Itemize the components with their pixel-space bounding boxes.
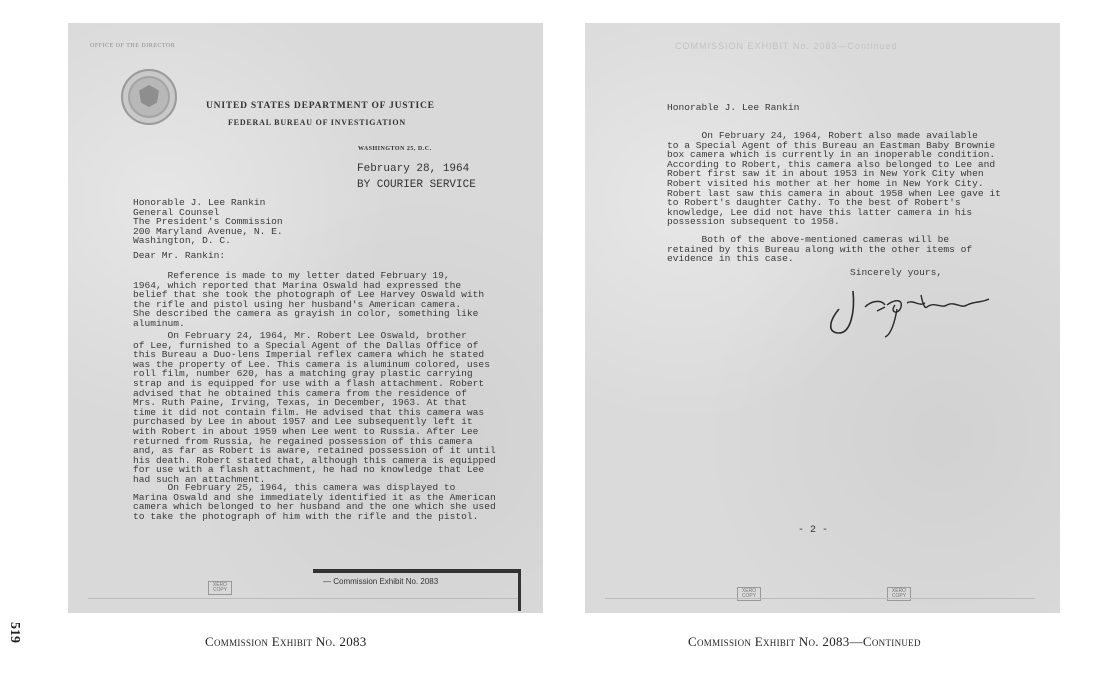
text-line: Mrs. Ruth Paine, Irving, Texas, in December, 1963. At that bbox=[133, 397, 467, 409]
salutation: Dear Mr. Rankin: bbox=[133, 250, 226, 261]
text-line: According to Robert, this camera also belonged to Lee and bbox=[667, 158, 996, 170]
text-line: returned from Russia, he regained possession of this camera bbox=[133, 435, 473, 447]
text-line: the rifle and pistol using her husband's American camera. bbox=[133, 298, 462, 310]
text-line: his death. Robert stated that, although this camera is equipped bbox=[133, 454, 496, 466]
department-heading: UNITED STATES DEPARTMENT OF JUSTICE bbox=[206, 101, 435, 111]
city-line: WASHINGTON 25, D.C. bbox=[358, 146, 432, 152]
paragraph-5 bbox=[667, 235, 972, 264]
address-line: The President's Commission bbox=[133, 216, 283, 228]
text-line: box camera which is currently in an inoperable condition. bbox=[667, 149, 996, 161]
paragraph-4 bbox=[667, 131, 1001, 227]
text-line: to a Special Agent of this Bureau an Eastman Baby Brownie bbox=[667, 139, 996, 151]
text-line: evidence in this case. bbox=[667, 253, 794, 265]
text-line: roll film, number 620, has a matching gray plastic carrying bbox=[133, 368, 473, 380]
paragraph-3 bbox=[133, 483, 496, 521]
text-line: She described the camera as grayish in color, something like bbox=[133, 308, 479, 320]
text-line: Both of the above-mentioned cameras will be bbox=[667, 234, 950, 245]
faint-bleed-header: COMMISSION EXHIBIT No. 2083—Continued bbox=[675, 41, 898, 51]
paragraph-2 bbox=[133, 331, 496, 485]
text-line: Robert visited his mother at her home in New York City. bbox=[667, 177, 984, 189]
text-line: purchased by Lee in about 1957 and Lee subsequently left it bbox=[133, 416, 473, 428]
addressee-line: Honorable J. Lee Rankin bbox=[667, 102, 800, 113]
text-line: retained by this Bureau along with the other items of bbox=[667, 243, 973, 255]
office-line: OFFICE OF THE DIRECTOR bbox=[90, 43, 176, 49]
bureau-heading: FEDERAL BUREAU OF INVESTIGATION bbox=[228, 118, 406, 127]
letter-date: February 28, 1964 bbox=[357, 163, 470, 175]
address-line: General Counsel bbox=[133, 206, 220, 218]
fbi-seal-icon bbox=[121, 69, 177, 125]
xero-copy-mark: XERO COPY bbox=[887, 587, 911, 601]
address-line: 200 Maryland Avenue, N. E. bbox=[133, 225, 283, 237]
text-line: Reference is made to my letter dated February 19, bbox=[133, 270, 450, 281]
text-line: On February 25, 1964, this camera was displayed to bbox=[133, 482, 456, 493]
xero-copy-mark: XERO COPY bbox=[737, 587, 761, 601]
text-line: was the property of Lee. This camera is aluminum colored, uses bbox=[133, 358, 490, 370]
address-block bbox=[133, 198, 283, 246]
exhibit-stamp-label: — Commission Exhibit No. 2083 bbox=[323, 577, 438, 586]
bottom-rule bbox=[605, 598, 1035, 607]
caption-right: Commission Exhibit No. 2083—Continued bbox=[688, 634, 921, 649]
xero-copy-mark: XERO COPY bbox=[208, 581, 232, 595]
text-line: Robert first saw it in about 1953 in New York City when bbox=[667, 168, 984, 180]
closing: Sincerely yours, bbox=[850, 267, 943, 278]
paragraph-1 bbox=[133, 271, 484, 329]
text-line: to take the photograph of him with the rifle and the pistol. bbox=[133, 510, 479, 522]
bottom-rule bbox=[88, 598, 518, 607]
text-line: On February 24, 1964, Mr. Robert Lee Oswald, brother bbox=[133, 330, 467, 341]
text-line: with Robert in about 1959 when Lee went to Russia. After Lee bbox=[133, 425, 479, 437]
text-line: aluminum. bbox=[133, 317, 185, 329]
text-line: belief that she took the photograph of Lee Harvey Oswald with bbox=[133, 289, 485, 301]
text-line: strap and is equipped for use with a flash attachment. Robert bbox=[133, 377, 485, 389]
text-line: knowledge, Lee did not have this latter camera in his bbox=[667, 206, 973, 218]
text-line: to Robert's daughter Cathy. To the best of Robert's bbox=[667, 197, 961, 209]
address-line: Honorable J. Lee Rankin bbox=[133, 197, 266, 208]
text-line: had such an attachment. bbox=[133, 473, 266, 485]
text-line: camera which belonged to her husband and the one which she used bbox=[133, 501, 496, 513]
text-line: possession subsequent to 1958. bbox=[667, 216, 840, 228]
delivery-method: BY COURIER SERVICE bbox=[357, 179, 476, 191]
text-line: and, as far as Robert is aware, retained possession of it until bbox=[133, 445, 496, 457]
text-line: this Bureau a Duo-lens Imperial reflex camera which he stated bbox=[133, 349, 485, 361]
letter-page-2 bbox=[585, 23, 1060, 613]
caption-left: Commission Exhibit No. 2083 bbox=[205, 634, 367, 649]
address-line: Washington, D. C. bbox=[133, 235, 231, 247]
text-line: Robert last saw this camera in about 1958 when Lee gave it bbox=[667, 187, 1001, 199]
text-line: of Lee, furnished to a Special Agent of the Dallas Office of bbox=[133, 339, 479, 351]
text-line: time it did not contain film. He advised that this camera was bbox=[133, 406, 485, 418]
side-page-number: 519 bbox=[7, 622, 22, 643]
text-line: On February 24, 1964, Robert also made available bbox=[667, 130, 978, 141]
signature-icon bbox=[825, 281, 995, 341]
text-line: Marina Oswald and she immediately identified it as the American bbox=[133, 491, 496, 503]
text-line: 1964, which reported that Marina Oswald had expressed the bbox=[133, 279, 462, 291]
text-line: for use with a flash attachment, he had no knowledge that Lee bbox=[133, 464, 485, 476]
letter-page-1 bbox=[68, 23, 543, 613]
text-line: advised that he obtained this camera from the residence of bbox=[133, 387, 467, 399]
page-number: - 2 - bbox=[798, 525, 829, 536]
